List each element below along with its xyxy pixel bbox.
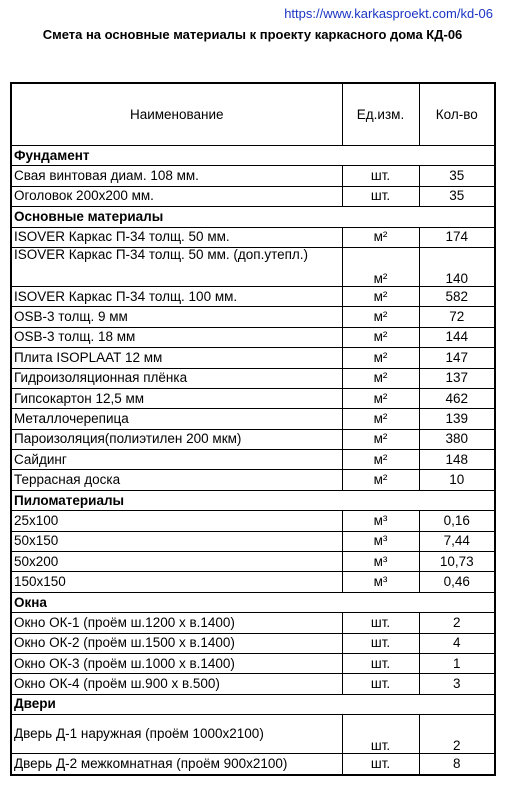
item-qty: 2 (419, 715, 495, 754)
section-title: Окна (11, 592, 495, 612)
section-row (11, 592, 495, 612)
table-row (11, 572, 495, 592)
section-title: Основные материалы (11, 207, 495, 227)
item-unit: м² (342, 368, 419, 388)
item-unit: шт. (342, 613, 419, 633)
item-unit: м³ (342, 572, 419, 592)
item-name: OSB-3 толщ. 9 мм (11, 307, 342, 327)
table-row (11, 653, 495, 673)
item-unit: м² (342, 247, 419, 286)
document-title: Смета на основные материалы к проекту каркасного дома КД-06 (42, 27, 463, 42)
table-row (11, 552, 495, 572)
table-row (11, 409, 495, 429)
item-qty: 380 (419, 429, 495, 449)
item-qty: 0,16 (419, 511, 495, 531)
item-name: Свая винтовая диам. 108 мм. (11, 166, 342, 186)
item-unit: м³ (342, 511, 419, 531)
item-name: OSB-3 толщ. 18 мм (11, 327, 342, 347)
item-unit: шт. (342, 674, 419, 694)
section-row (11, 207, 495, 227)
item-name: Окно ОК-3 (проём ш.1000 х в.1400) (11, 653, 342, 673)
item-name: Гипсокартон 12,5 мм (11, 388, 342, 408)
item-qty: 10 (419, 470, 495, 490)
item-name: Сайдинг (11, 450, 342, 470)
item-name: 50х200 (11, 552, 342, 572)
table-row (11, 674, 495, 694)
item-qty: 0,46 (419, 572, 495, 592)
table-row (11, 368, 495, 388)
column-header-qty: Кол-во (419, 83, 495, 146)
item-qty: 10,73 (419, 552, 495, 572)
item-unit: м² (342, 327, 419, 347)
table-row (11, 531, 495, 551)
table-row (11, 247, 495, 286)
table-row (11, 348, 495, 368)
item-qty: 8 (419, 754, 495, 775)
item-name: ISOVER Каркас П-34 толщ. 50 мм. (11, 227, 342, 247)
section-title: Пиломатериалы (11, 490, 495, 510)
item-qty: 72 (419, 307, 495, 327)
item-unit: м² (342, 348, 419, 368)
table-row (11, 286, 495, 306)
section-title: Двери (11, 694, 495, 714)
item-name: Плита ISOPLAAT 12 мм (11, 348, 342, 368)
table-row (11, 470, 495, 490)
item-qty: 582 (419, 286, 495, 306)
item-name: Дверь Д-2 межкомнатная (проём 900х2100) (11, 754, 342, 775)
item-qty: 462 (419, 388, 495, 408)
table-row (11, 388, 495, 408)
item-name: 150х150 (11, 572, 342, 592)
item-name: Окно ОК-4 (проём ш.900 х в.500) (11, 674, 342, 694)
item-qty: 3 (419, 674, 495, 694)
section-row (11, 146, 495, 166)
item-qty: 137 (419, 368, 495, 388)
item-name: Окно ОК-2 (проём ш.1500 х в.1400) (11, 633, 342, 653)
item-qty: 4 (419, 633, 495, 653)
item-name: 50х150 (11, 531, 342, 551)
item-unit: м² (342, 450, 419, 470)
table-row (11, 307, 495, 327)
item-qty: 144 (419, 327, 495, 347)
table-row (11, 633, 495, 653)
item-unit: м² (342, 307, 419, 327)
item-name: ISOVER Каркас П-34 толщ. 50 мм. (доп.утепл.) (11, 247, 342, 286)
table-row (11, 227, 495, 247)
item-qty: 148 (419, 450, 495, 470)
table-row (11, 511, 495, 531)
item-unit: м³ (342, 531, 419, 551)
estimate-table (10, 82, 496, 776)
item-qty: 2 (419, 613, 495, 633)
section-row (11, 490, 495, 510)
item-unit: м² (342, 409, 419, 429)
item-name: Окно ОК-1 (проём ш.1200 х в.1400) (11, 613, 342, 633)
item-name: ISOVER Каркас П-34 толщ. 100 мм. (11, 286, 342, 306)
item-name: Металлочерепица (11, 409, 342, 429)
item-name: Террасная доска (11, 470, 342, 490)
item-unit: м² (342, 388, 419, 408)
item-qty: 174 (419, 227, 495, 247)
item-unit: шт. (342, 715, 419, 754)
item-name: 25х100 (11, 511, 342, 531)
column-header-unit: Ед.изм. (342, 83, 419, 146)
item-unit: шт. (342, 633, 419, 653)
item-qty: 7,44 (419, 531, 495, 551)
table-row (11, 166, 495, 186)
item-qty: 147 (419, 348, 495, 368)
column-header-name: Наименование (11, 83, 342, 146)
item-unit: шт. (342, 166, 419, 186)
item-unit: м² (342, 470, 419, 490)
item-qty: 35 (419, 166, 495, 186)
table-row (11, 715, 495, 754)
item-unit: шт. (342, 186, 419, 206)
item-name: Гидроизоляционная плёнка (11, 368, 342, 388)
item-name: Пароизоляция(полиэтилен 200 мкм) (11, 429, 342, 449)
item-qty: 1 (419, 653, 495, 673)
table-row (11, 327, 495, 347)
item-unit: м² (342, 227, 419, 247)
section-row (11, 694, 495, 714)
item-unit: м² (342, 429, 419, 449)
item-qty: 35 (419, 186, 495, 206)
table-row (11, 186, 495, 206)
item-unit: шт. (342, 754, 419, 775)
table-row (11, 613, 495, 633)
item-qty: 139 (419, 409, 495, 429)
source-url[interactable]: https://www.karkasproekt.com/kd-06 (284, 6, 493, 21)
table-row (11, 450, 495, 470)
table-row (11, 429, 495, 449)
item-unit: м² (342, 286, 419, 306)
item-name: Оголовок 200х200 мм. (11, 186, 342, 206)
item-name: Дверь Д-1 наружная (проём 1000х2100) (11, 715, 342, 754)
section-title: Фундамент (11, 146, 495, 166)
item-unit: шт. (342, 653, 419, 673)
table-header-row (11, 83, 495, 146)
item-unit: м³ (342, 552, 419, 572)
table-row (11, 754, 495, 775)
item-qty: 140 (419, 247, 495, 286)
